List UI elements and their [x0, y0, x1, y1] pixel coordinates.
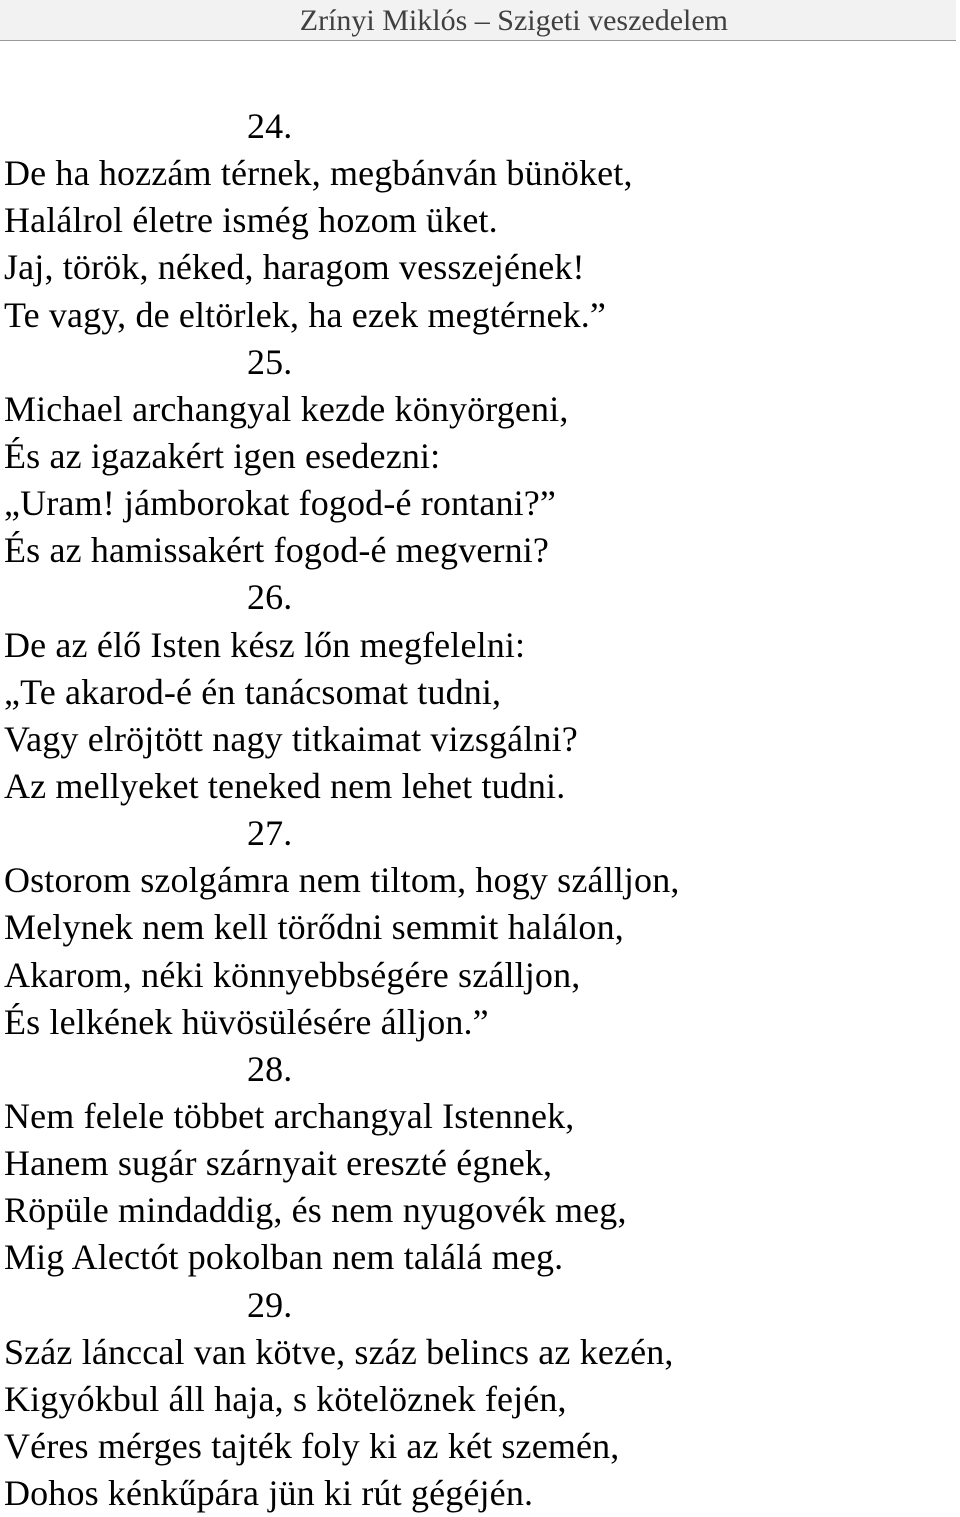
verse-line: És lelkének hüvösülésére álljon.”	[4, 1001, 489, 1042]
verse-line: Nem felele többet archangyal Istennek,	[4, 1095, 575, 1136]
verse-line: Véres mérges tajték foly ki az két szemén,	[4, 1425, 620, 1466]
poem-body	[4, 103, 954, 1517]
stanza-number: 26.	[247, 577, 293, 618]
header-title: Zrínyi Miklós – Szigeti veszedelem	[299, 4, 728, 37]
verse-line: Száz lánccal van kötve, száz belincs az kezén,	[4, 1331, 674, 1372]
verse-line: Kigyókbul áll haja, s kötelöznek fején,	[4, 1378, 567, 1419]
verse-line: Mig Alectót pokolban nem találá meg.	[4, 1237, 564, 1278]
stanza-number: 28.	[247, 1048, 293, 1089]
verse-line: De ha hozzám térnek, megbánván bünöket,	[4, 153, 633, 194]
stanza-number: 29.	[247, 1284, 293, 1325]
verse-line: Michael archangyal kezde könyörgeni,	[4, 388, 569, 429]
verse-line: Akarom, néki könnyebbségére szálljon,	[4, 954, 581, 995]
verse-line: Vagy elröjtött nagy titkaimat vizsgálni?	[4, 718, 578, 759]
verse-line: Jaj, török, néked, haragom vesszejének!	[4, 247, 585, 288]
verse-line: De az élő Isten kész lőn megfelelni:	[4, 624, 526, 665]
verse-line: Dohos kénkűpára jün ki rút gégéjén.	[4, 1473, 534, 1514]
stanza	[4, 810, 954, 1046]
verse-line: Az mellyeket teneked nem lehet tudni.	[4, 765, 566, 806]
stanza-number: 24.	[247, 106, 293, 146]
verse-line: Te vagy, de eltörlek, ha ezek megtérnek.”	[4, 294, 606, 335]
verse-line: Halálrol életre ismég hozom üket.	[4, 200, 498, 241]
verse-line: „Uram! jámborokat fogod-é rontani?”	[4, 483, 557, 524]
page-header	[0, 0, 956, 41]
stanza-number: 25.	[247, 341, 293, 382]
stanza	[4, 1282, 954, 1517]
verse-line: Hanem sugár szárnyait ereszté égnek,	[4, 1143, 553, 1184]
verse-line: „Te akarod-é én tanácsomat tudni,	[4, 671, 502, 712]
stanza-number: 27.	[247, 813, 293, 854]
verse-line: Röpüle mindaddig, és nem nyugovék meg,	[4, 1190, 627, 1231]
stanza	[4, 339, 954, 575]
verse-line: És az igazakért igen esedezni:	[4, 435, 441, 476]
verse-line: És az hamissakért fogod-é megverni?	[4, 530, 550, 571]
stanza	[4, 103, 954, 339]
stanza	[4, 574, 954, 810]
verse-line: Melynek nem kell törődni semmit halálon,	[4, 907, 624, 948]
verse-line: Ostorom szolgámra nem tiltom, hogy szálljon,	[4, 860, 680, 901]
stanza	[4, 1046, 954, 1282]
